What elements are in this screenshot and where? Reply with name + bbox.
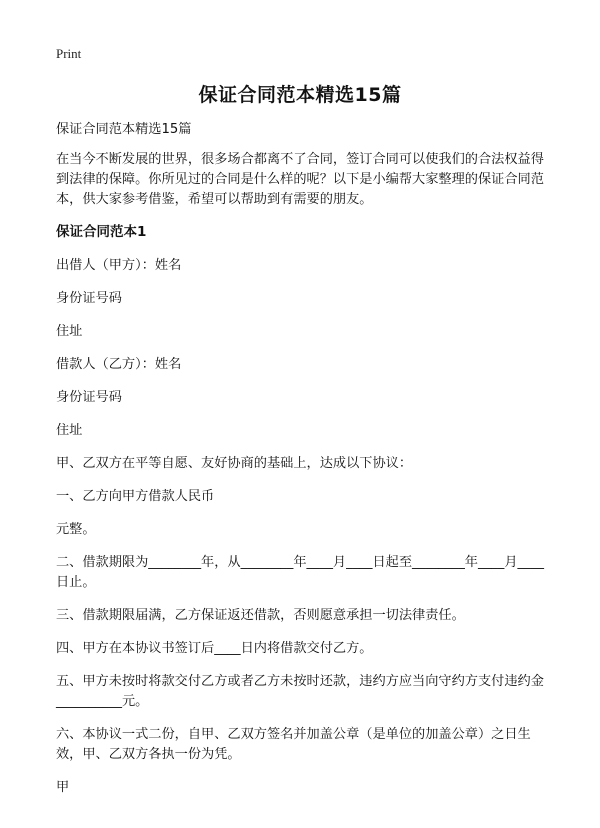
clause-6: 六、本协议一式二份，自甲、乙双方签名并加盖公章（是单位的加盖公章）之日生效，甲、乙双方各执一份为凭。 xyxy=(56,727,531,762)
document-subtitle: 保证合同范本精选15篇 xyxy=(56,122,192,137)
clause-1: 一、乙方向甲方借款人民币 xyxy=(56,489,215,504)
print-label: Print xyxy=(56,46,82,61)
document-title: 保证合同范本精选15篇 xyxy=(198,84,402,106)
clause-4: 四、甲方在本协议书签订后____日内将借款交付乙方。 xyxy=(56,641,373,656)
document-body xyxy=(56,120,556,811)
intro-paragraph: 在当今不断发展的世界，很多场合都离不了合同，签订合同可以使我们的合法权益得到法律的保障。你所见过的合同是什么样的呢？以下是小编帮大家整理的保证合同范本，供大家参考借鉴，希望可以帮助到有需要的朋友。 xyxy=(56,152,544,207)
lender-id-line: 身份证号码 xyxy=(56,291,122,306)
clause-2: 二、借款期限为________年，从________年____月____日起至________年____月____日止。 xyxy=(56,555,544,590)
clause-3: 三、借款期限届满，乙方保证返还借款，否则愿意承担一切法律责任。 xyxy=(56,608,465,623)
agreement-preamble: 甲、乙双方在平等自愿、友好协商的基础上，达成以下协议： xyxy=(56,456,413,471)
borrower-id-line: 身份证号码 xyxy=(56,390,122,405)
section-heading: 保证合同范本1 xyxy=(56,224,147,240)
borrower-address-line: 住址 xyxy=(56,423,83,438)
lender-address-line: 住址 xyxy=(56,324,83,339)
signature-party-a: 甲 xyxy=(56,780,70,795)
clause-5: 五、甲方未按时将款交付乙方或者乙方未按时还款，违约方应当向守约方支付违约金__________元。 xyxy=(56,674,544,709)
clause-1-amount: 元整。 xyxy=(56,522,96,537)
lender-name-line: 出借人（甲方）：姓名 xyxy=(56,258,182,273)
borrower-name-line: 借款人（乙方）：姓名 xyxy=(56,357,182,372)
